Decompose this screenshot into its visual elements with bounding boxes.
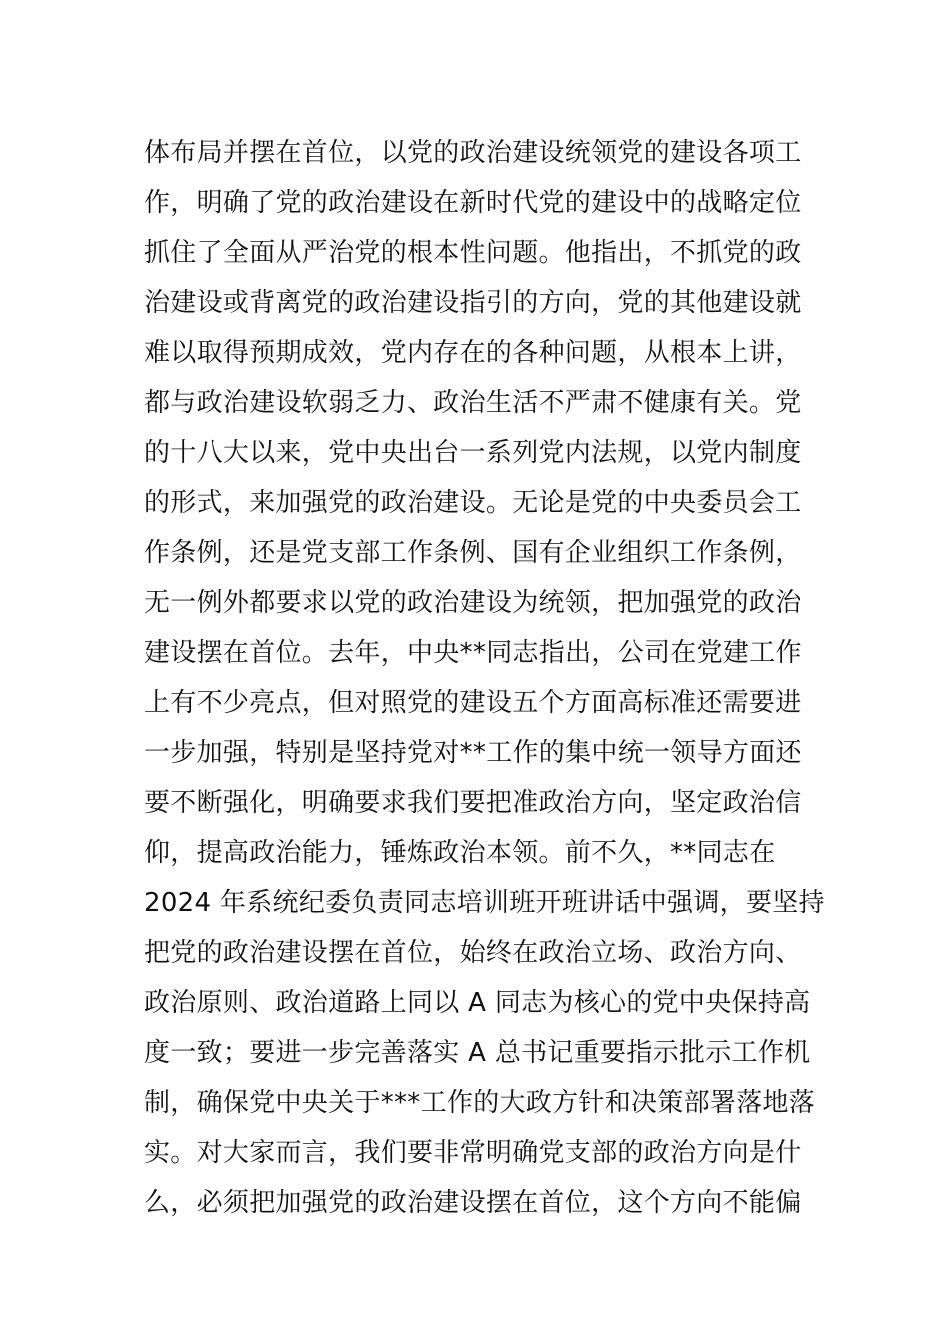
text-line: 体布局并摆在首位，以党的政治建设统领党的建设各项工 (144, 138, 802, 168)
text-line: 无一例外都要求以党的政治建设为统领，把加强党的政治 (144, 588, 802, 618)
text-line: 的十八大以来，党中央出台一系列党内法规，以党内制度 (144, 438, 802, 468)
body-text (144, 128, 825, 1228)
text-line: 仰，提高政治能力，锤炼政治本领。前不久，**同志在 (144, 838, 776, 868)
text-line: 要不断强化，明确要求我们要把准政治方向，坚定政治信 (144, 788, 802, 818)
text-line: 作条例，还是党支部工作条例、国有企业组织工作条例， (144, 538, 802, 568)
text-line: 度一致；要进一步完善落实 A 总书记重要指示批示工作机 (144, 1038, 811, 1068)
text-line: 么，必须把加强党的政治建设摆在首位，这个方向不能偏 (144, 1188, 802, 1218)
text-line: 上有不少亮点，但对照党的建设五个方面高标准还需要进 (144, 688, 802, 718)
text-line: 都与政治建设软弱乏力、政治生活不严肃不健康有关。党 (144, 388, 802, 418)
text-line: 治建设或背离党的政治建设指引的方向，党的其他建设就 (144, 288, 802, 318)
text-line: 抓住了全面从严治党的根本性问题。他指出，不抓党的政 (144, 238, 802, 268)
text-line: 制，确保党中央关于***工作的大政方针和决策部署落地落 (144, 1088, 816, 1118)
text-line: 难以取得预期成效，党内存在的各种问题，从根本上讲， (144, 338, 802, 368)
text-line: 2024 年系统纪委负责同志培训班开班讲话中强调，要坚持 (144, 888, 825, 918)
text-line: 政治原则、政治道路上同以 A 同志为核心的党中央保持高 (144, 988, 811, 1018)
text-line: 建设摆在首位。去年，中央**同志指出，公司在党建工作 (144, 638, 802, 668)
text-line: 把党的政治建设摆在首位，始终在政治立场、政治方向、 (144, 938, 802, 968)
text-line: 的形式，来加强党的政治建设。无论是党的中央委员会工 (144, 488, 802, 518)
text-line: 一步加强，特别是坚持党对**工作的集中统一领导方面还 (144, 738, 802, 768)
text-line: 实。对大家而言，我们要非常明确党支部的政治方向是什 (144, 1138, 802, 1168)
text-line: 作，明确了党的政治建设在新时代党的建设中的战略定位 (144, 188, 802, 218)
